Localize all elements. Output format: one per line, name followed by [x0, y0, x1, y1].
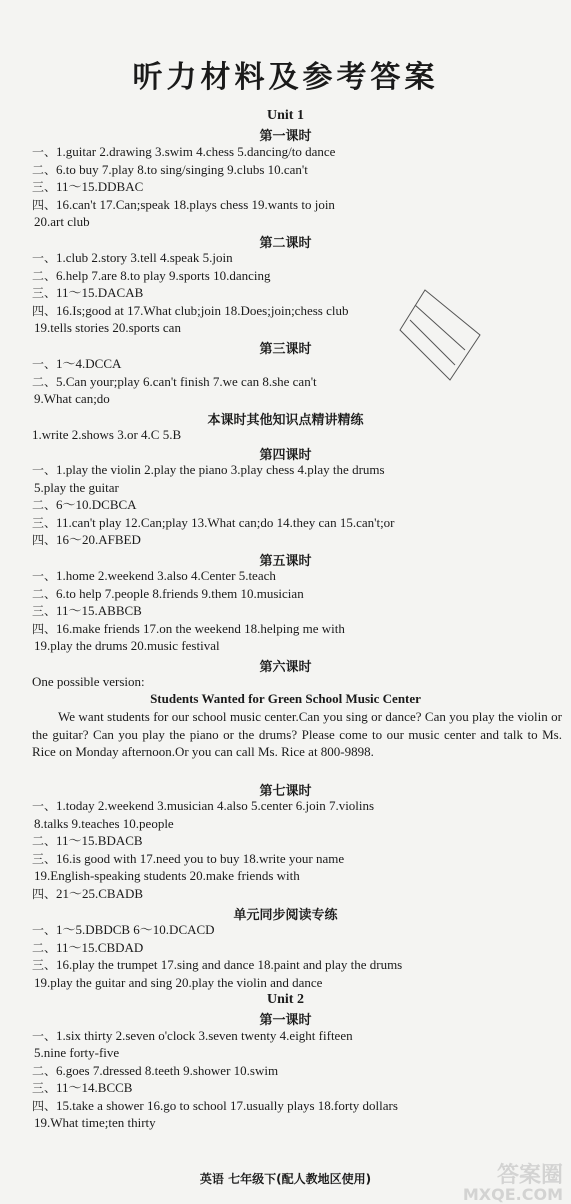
answer-line: 19.tells stories 20.sports can — [34, 320, 181, 335]
answer-line: 二、11～15.BDACB — [32, 833, 143, 848]
answer-line: 三、11～14.BCCB — [32, 1080, 133, 1095]
answer-line: 5.play the guitar — [34, 480, 119, 495]
answer-line: 一、1～4.DCCA — [32, 356, 122, 371]
page-footer: 英语 七年级下(配人教地区使用) — [199, 1172, 372, 1186]
answer-line: One possible version: — [32, 674, 145, 689]
answer-line: 5.nine forty-five — [34, 1045, 120, 1060]
answer-line: 四、16.Is;good at 17.What club;join 18.Does;join;chess club — [32, 303, 349, 318]
answer-line: 8.talks 9.teaches 10.people — [34, 816, 174, 831]
answer-line: 9.What can;do — [34, 391, 110, 406]
lesson-heading: 单元同步阅读专练 — [233, 908, 338, 923]
answer-line: 一、1.home 2.weekend 3.also 4.Center 5.teach — [32, 568, 276, 583]
lesson-heading: 第五课时 — [259, 554, 312, 569]
answer-line: 三、11～15.DACAB — [32, 285, 144, 300]
answer-line: 19.What time;ten thirty — [34, 1115, 156, 1130]
essay-title: Students Wanted for Green School Music Center — [150, 691, 421, 706]
answer-line: 四、16.can't 17.Can;speak 18.plays chess 19.wants to join — [32, 197, 335, 212]
answer-line: 二、6.goes 7.dressed 8.teeth 9.shower 10.swim — [32, 1063, 279, 1078]
unit-heading-2: Unit 2 — [267, 992, 304, 1007]
answer-line: 19.play the drums 20.music festival — [34, 638, 220, 653]
answer-line: 一、1.guitar 2.drawing 3.swim 4.chess 5.dancing/to dance — [32, 144, 336, 159]
watermark-url: MXQE.COM — [462, 1185, 563, 1204]
watermark-logo — [453, 1158, 563, 1204]
answer-line: 二、6.to buy 7.play 8.to sing/singing 9.clubs 10.can't — [32, 162, 308, 177]
answer-line: 四、21～25.CBADB — [32, 886, 144, 901]
lesson-heading: 第二课时 — [259, 236, 312, 251]
answer-line: 1.write 2.shows 3.or 4.C 5.B — [32, 427, 182, 442]
answer-line: 二、11～15.CBDAD — [32, 940, 144, 955]
unit-heading-1: Unit 1 — [267, 108, 304, 123]
lesson-heading: 本课时其他知识点精讲精练 — [207, 413, 364, 428]
answer-line: 四、16.make friends 17.on the weekend 18.helping me with — [32, 621, 345, 636]
answer-line: 19.English-speaking students 20.make friends with — [34, 868, 300, 883]
answer-line: 三、11～15.DDBAC — [32, 179, 144, 194]
answer-line: 20.art club — [34, 214, 90, 229]
answer-line: 四、15.take a shower 16.go to school 17.usually plays 18.forty dollars — [32, 1098, 398, 1113]
lesson-heading: 第七课时 — [259, 784, 312, 799]
answer-line: 一、1～5.DBDCB 6～10.DCACD — [32, 922, 215, 937]
answer-line: 一、1.six thirty 2.seven o'clock 3.seven twenty 4.eight fifteen — [32, 1028, 353, 1043]
lesson-heading: 第四课时 — [259, 448, 312, 463]
answer-line: 二、6.help 7.are 8.to play 9.sports 10.dancing — [32, 268, 271, 283]
answer-line: 一、1.today 2.weekend 3.musician 4.also 5.center 6.join 7.violins — [32, 798, 375, 813]
lesson-heading: 第一课时 — [259, 1013, 312, 1028]
answer-line: 三、11～15.ABBCB — [32, 603, 142, 618]
lesson-heading: 第六课时 — [259, 660, 312, 675]
answer-line: 四、16～20.AFBED — [32, 532, 141, 547]
answer-line: 一、1.club 2.story 3.tell 4.speak 5.join — [32, 250, 233, 265]
lesson-heading: 第三课时 — [259, 342, 312, 357]
essay-body: We want students for our school music center.Can you sing or dance? Can you play the violin or the guitar? Can you play the piano or the drums? Please come to our music center and talk to Ms. Rice on Monday afternoon.Or you can call Ms. Rice at 800-9898. — [32, 709, 562, 760]
page-title: 听力材料及参考答案 — [132, 60, 439, 95]
watermark-logo-text: 答案圈 — [496, 1163, 563, 1188]
answer-line: 三、16.is good with 17.need you to buy 18.write your name — [32, 851, 345, 866]
pen-sketch-mark — [395, 285, 485, 385]
answer-line: 一、1.play the violin 2.play the piano 3.play chess 4.play the drums — [32, 462, 385, 477]
lesson-heading: 第一课时 — [259, 129, 312, 144]
answer-line: 二、6～10.DCBCA — [32, 497, 137, 512]
answer-line: 19.play the guitar and sing 20.play the violin and dance — [34, 975, 323, 990]
answer-line: 三、11.can't play 12.Can;play 13.What can;do 14.they can 15.can't;or — [32, 515, 395, 530]
answer-line: 二、6.to help 7.people 8.friends 9.them 10.musician — [32, 586, 304, 601]
answer-line: 三、16.play the trumpet 17.sing and dance 18.paint and play the drums — [32, 957, 403, 972]
answer-line: 二、5.Can your;play 6.can't finish 7.we can 8.she can't — [32, 374, 317, 389]
